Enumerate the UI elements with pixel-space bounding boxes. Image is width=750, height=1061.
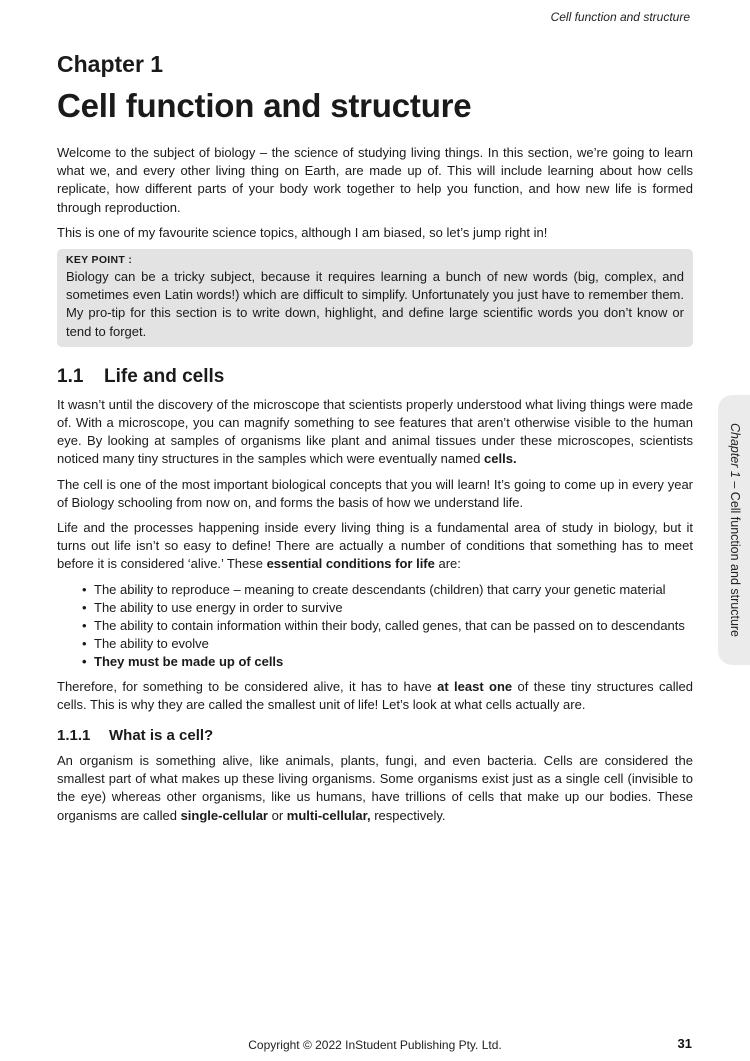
key-point-box <box>57 249 693 347</box>
side-tab-label <box>728 423 742 637</box>
chapter-side-tab <box>718 395 750 665</box>
text-run: or <box>267 807 287 823</box>
intro-paragraph-1: Welcome to the subject of biology – the science of studying living things. In this section, we’re going to learn what we, and every other living thing on Earth, are made up of. This will include learning about how cells replicate, how different parts of your body work together to help you function, and how new life is formed through reproduction. <box>57 145 693 215</box>
term-cells: cells. <box>484 451 517 467</box>
chapter-title: Cell function and structure <box>57 87 472 124</box>
life-cells-paragraph-1 <box>57 396 693 469</box>
intro-paragraph-2: This is one of my favourite science topics, although I am biased, so let’s jump right in! <box>57 224 548 240</box>
text-run: of these tiny structures called cells. This is why they are called the smallest unit of life! Let’s look at what cells actually are. <box>57 678 694 712</box>
list-item: • The ability to reproduce – meaning to create descendants (children) that carry your genetic material <box>82 581 666 597</box>
chapter-label: Chapter 1 <box>57 51 164 77</box>
list-item-text: The ability to reproduce – meaning to create descendants (children) that carry your genetic material <box>94 581 666 597</box>
side-tab-title: Cell function and structure <box>728 491 742 638</box>
subsection-heading-what-is-a-cell <box>57 726 693 746</box>
text-run: Life and the processes happening inside every living thing is a fundamental area of study in biology, but it turns out life isn’t so easy to define! There are actually a number of conditions that something has to meet before it is considered ‘alive.’ These <box>57 520 693 572</box>
text-run: It wasn’t until the discovery of the microscope that scientists properly understood what living things were made of. With a microscope, you can magnify something to see features that aren’t otherwise visible to the human eye. By looking at samples of organisms like plant and animal tissues under these microscopes, scientists noticed many tiny structures in the samples which were eventually named <box>57 396 693 467</box>
page-content <box>57 50 693 832</box>
life-cells-paragraph-3 <box>57 519 693 574</box>
list-item-text: They must be made up of cells <box>94 654 284 670</box>
list-item: • They must be made up of cells <box>82 654 284 670</box>
emphasis-at-least-one: at least one <box>437 678 513 694</box>
subsection-title: What is a cell? <box>109 727 214 745</box>
list-item: • The ability to use energy in order to survive <box>82 599 343 615</box>
text-run: An organism is something alive, like animals, plants, fungi, and even bacteria. Cells are considered the smallest part of what makes up these living organisms. Some organisms exist just as a single cell (invisible to the eye) whereas other organisms, like us humans, have trillions of cells that make up our bodies. These organisms are called <box>57 753 693 823</box>
text-run: are: <box>434 556 461 572</box>
list-item: • The ability to evolve <box>82 636 209 652</box>
list-item-text: The ability to evolve <box>94 636 209 652</box>
section-heading-life-and-cells <box>57 365 693 389</box>
side-tab-chapter: Chapter 1 <box>728 422 742 478</box>
life-cells-paragraph-4 <box>57 678 693 714</box>
term-essential-conditions: essential conditions for life <box>266 556 435 572</box>
footer-copyright: Copyright © 2022 InStudent Publishing Pty. Ltd. <box>248 1038 502 1052</box>
section-title: Life and cells <box>104 365 225 387</box>
running-header: Cell function and structure <box>550 10 690 24</box>
page-number: 31 <box>677 1036 692 1051</box>
section-number: 1.1 <box>57 365 84 387</box>
term-single-cellular: single-cellular <box>180 807 268 823</box>
subsection-number: 1.1.1 <box>57 727 91 745</box>
key-point-label: KEY POINT : <box>66 254 133 267</box>
text-run: Therefore, for something to be considered alive, it has to have <box>57 678 438 694</box>
term-multi-cellular: multi-cellular, <box>286 807 371 823</box>
life-cells-paragraph-2: The cell is one of the most important biological concepts that you will learn! It’s going to come up in every year of Biology schooling from now on, and forms the basis of how we understand life. <box>57 476 693 510</box>
side-tab-separator: – <box>728 477 742 492</box>
key-point-text: Biology can be a tricky subject, because it requires learning a bunch of new words (big, complex, and sometimes even Latin words!) which are difficult to simplify. Unfortunately you just have to remember them. My pro-tip for this section is to write down, highlight, and define large scientific words you don’t know or tend to forget. <box>66 269 684 339</box>
what-is-cell-paragraph <box>57 752 693 825</box>
list-item-text: The ability to contain information within their body, called genes, that can be passed on to descendants <box>94 618 685 634</box>
text-run: respectively. <box>370 807 446 823</box>
conditions-list <box>57 581 693 672</box>
list-item-text: The ability to use energy in order to survive <box>94 599 343 615</box>
list-item: • The ability to contain information within their body, called genes, that can be passed on to descendants <box>82 618 685 634</box>
